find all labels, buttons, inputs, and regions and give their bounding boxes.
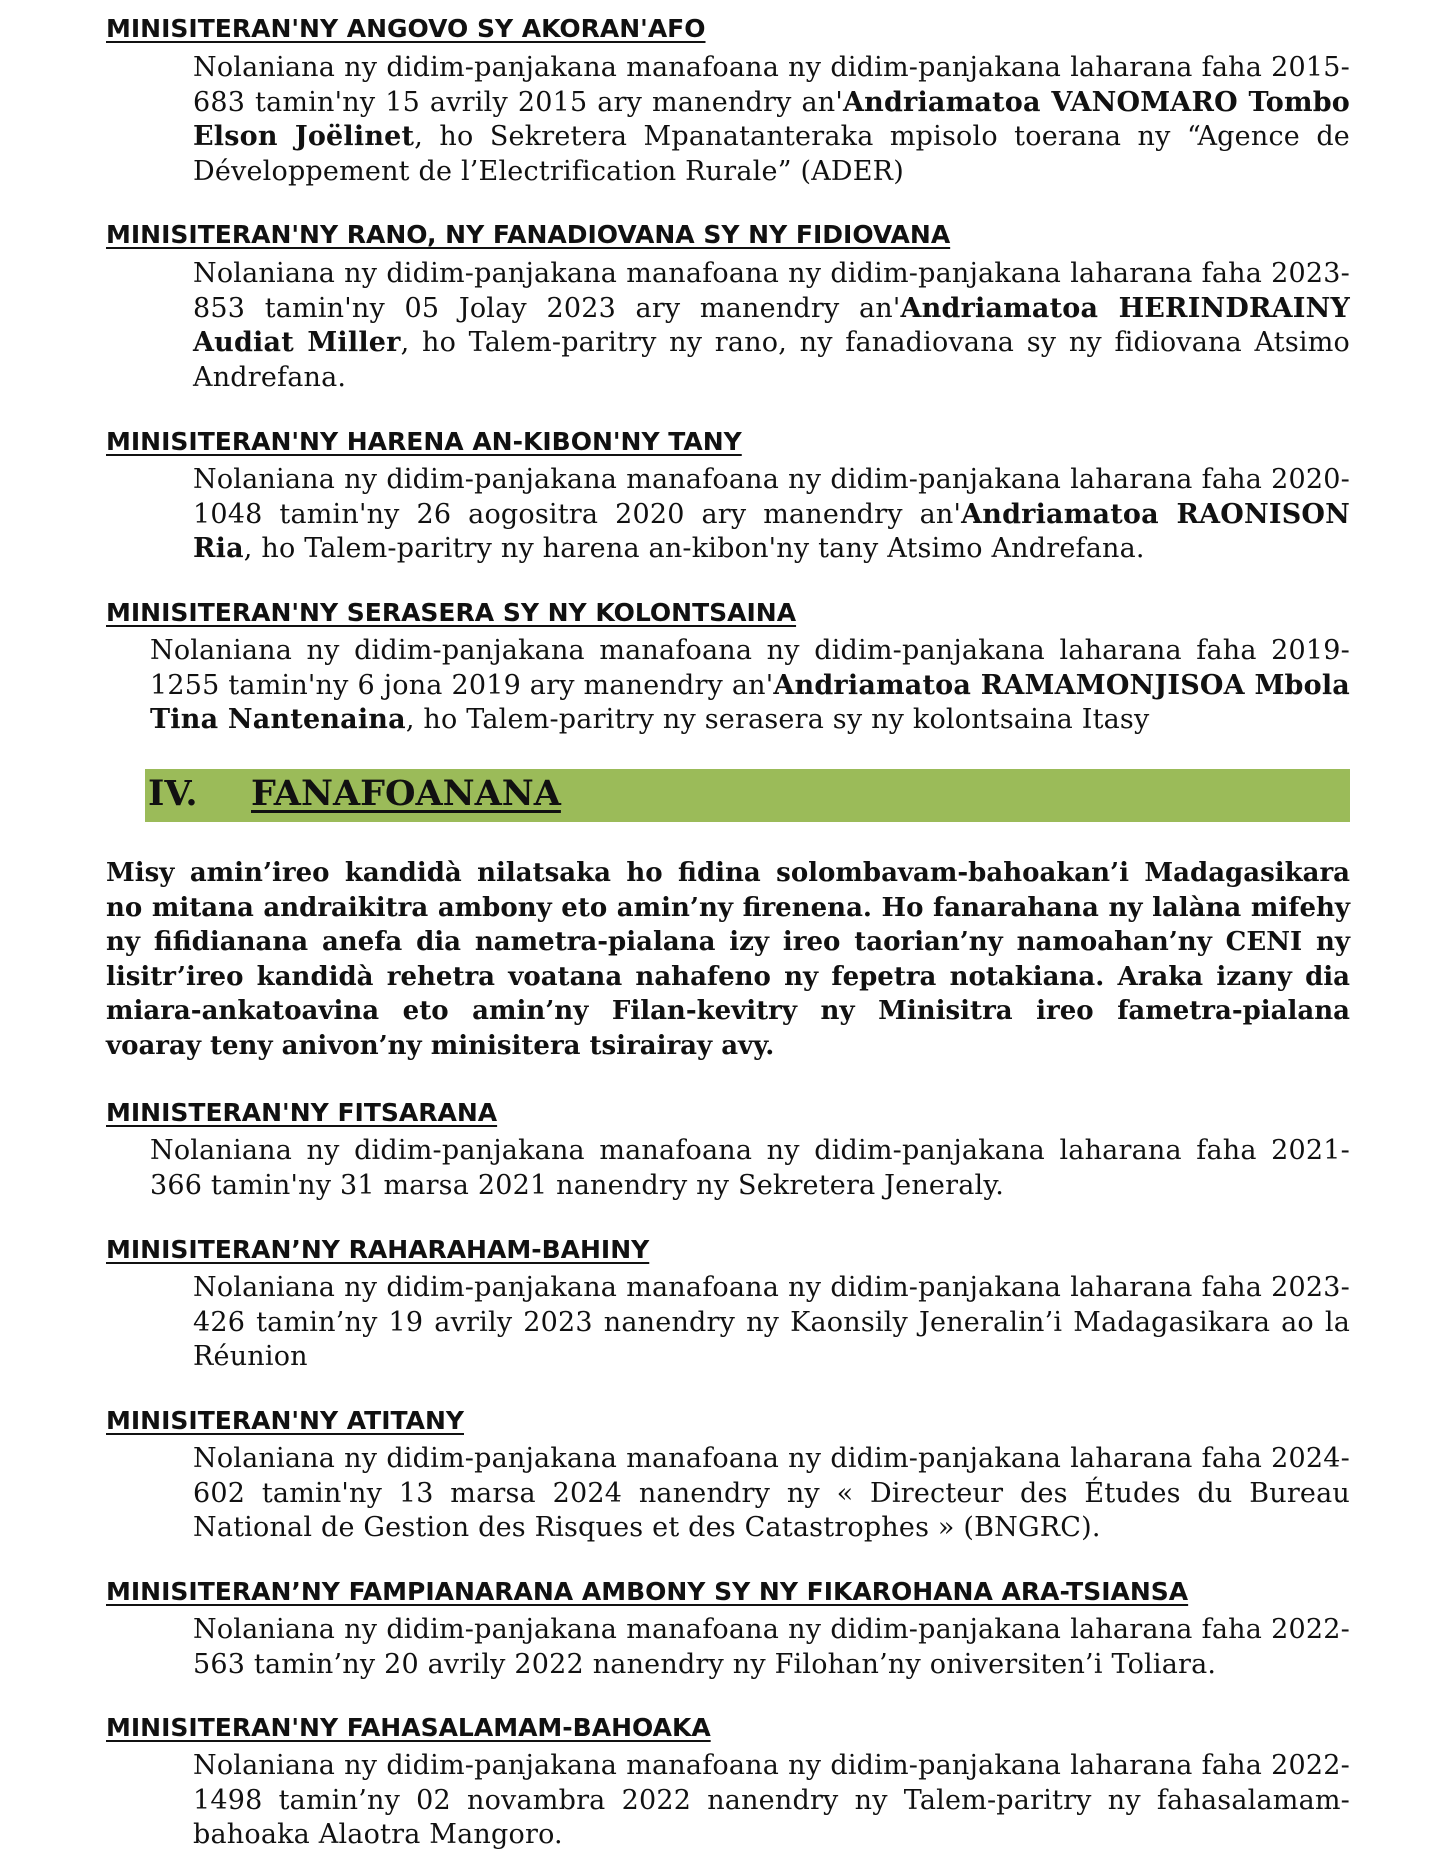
appointee-name-serasera: Andriamatoa RAMAMONJISOA Mbola Tina Nantenaina — [150, 669, 1350, 735]
heading-harena: MINISITERAN'NY HARENA AN-KIBON'NY TANY — [106, 427, 742, 456]
paragraph-serasera — [150, 634, 1350, 738]
paragraph-rano — [193, 257, 1350, 395]
paragraph-fitsarana: Nolaniana ny didim-panjakana manafoana ny didim-panjakana laharana faha 2021-366 tamin'ny 31 marsa 2021 nanendry ny Sekretera Jeneraly. — [150, 1135, 1350, 1201]
paragraph-harena-text: Nolaniana ny didim-panjakana manafoana ny didim-panjakana laharana faha 2020-1048 tamin'ny 26 aogositra 2020 ary manendry an' — [193, 464, 1350, 530]
appointee-name-harena: Andriamatoa RAONISON Ria — [193, 498, 1350, 564]
heading-atitany: MINISITERAN'NY ATITANY — [106, 1406, 464, 1435]
section-intro: Misy amin’ireo kandidà nilatsaka ho fidina solombavam-bahoakan’i Madagasikara no mitana andraikitra ambony eto amin’ny firenena. Ho fanarahana ny lalàna mifehy ny fifidianana anefa dia nametra-pialana izy ireo taorian’ny namoahan’ny CENI ny lisitr’ireo kandidà rehetra voatana nahafeno ny fepetra notakiana. Araka izany dia miara-ankatoavina eto amin’ny Filan-kevitry ny Minisitra ireo fametra-pialana voaray teny anivon’ny minisitera tsirairay avy. — [106, 858, 1350, 1061]
paragraph-atitany: Nolaniana ny didim-panjakana manafoana ny didim-panjakana laharana faha 2024-602 tamin'ny 13 marsa 2024 nanendry ny « Directeur des Études du Bureau National de Gestion des Risques et des Catastrophes » (BNGRC). — [193, 1443, 1350, 1543]
paragraph-serasera-tail: , ho Talem-paritry ny serasera sy ny kolontsaina Itasy — [405, 704, 1150, 735]
paragraph-angovo-tail: , ho Sekretera Mpanatanteraka mpisolo toerana ny “Agence de Développement de l’Electrification Rurale” (ADER) — [193, 121, 1350, 187]
heading-angovo: MINISITERAN'NY ANGOVO SY AKORAN'AFO — [106, 14, 706, 43]
paragraph-angovo — [193, 51, 1350, 189]
paragraph-fampianarana: Nolaniana ny didim-panjakana manafoana ny didim-panjakana laharana faha 2022-563 tamin’ny 20 avrily 2022 nanendry ny Filohan’ny oniversiten’i Toliara. — [193, 1614, 1350, 1680]
paragraph-fahasalamana: Nolaniana ny didim-panjakana manafoana ny didim-panjakana laharana faha 2022-1498 tamin’ny 02 novambra 2022 nanendry ny Talem-paritry ny fahasalamam-bahoaka Alaotra Mangoro. — [193, 1750, 1350, 1850]
paragraph-serasera-text: Nolaniana ny didim-panjakana manafoana ny didim-panjakana laharana faha 2019-1255 tamin'ny 6 jona 2019 ary manendry an' — [150, 635, 1350, 701]
paragraph-rano-tail: , ho Talem-paritry ny rano, ny fanadiovana sy ny fidiovana Atsimo Andrefana. — [193, 327, 1350, 393]
heading-serasera: MINISITERAN'NY SERASERA SY NY KOLONTSAINA — [106, 598, 797, 627]
heading-fampianarana: MINISITERAN’NY FAMPIANARANA AMBONY SY NY FIKAROHANA ARA-TSIANSA — [106, 1577, 1189, 1606]
heading-fahasalamana: MINISITERAN'NY FAHASALAMAM-BAHOAKA — [106, 1713, 711, 1742]
paragraph-raharaham-bahiny: Nolaniana ny didim-panjakana manafoana ny didim-panjakana laharana faha 2023-426 tamin’ny 19 avrily 2023 nanendry ny Kaonsily Jeneralin’i Madagasikara ao la Réunion — [193, 1272, 1350, 1372]
paragraph-harena-tail: , ho Talem-paritry ny harena an-kibon'ny tany Atsimo Andrefana. — [243, 533, 1145, 564]
heading-rano: MINISITERAN'NY RANO, NY FANADIOVANA SY NY FIDIOVANA — [106, 220, 951, 249]
paragraph-harena — [193, 463, 1350, 567]
section-title: FANAFOANANA — [251, 773, 561, 814]
paragraph-rano-text: Nolaniana ny didim-panjakana manafoana ny didim-panjakana laharana faha 2023-853 tamin'ny 05 Jolay 2023 ary manendry an' — [193, 258, 1350, 324]
heading-raharaham-bahiny: MINISITERAN’NY RAHARAHAM-BAHINY — [106, 1235, 650, 1264]
paragraph-angovo-text: Nolaniana ny didim-panjakana manafoana ny didim-panjakana laharana faha 2015-683 tamin'ny 15 avrily 2015 ary manendry an' — [193, 52, 1350, 118]
appointee-name-angovo: Andriamatoa VANOMARO Tombo Elson Joëlinet — [193, 86, 1350, 152]
appointee-name-rano: Andriamatoa HERINDRAINY Audiat Miller — [193, 292, 1350, 358]
heading-fitsarana: MINISTERAN'NY FITSARANA — [106, 1098, 498, 1127]
section-number: IV. — [148, 773, 198, 814]
